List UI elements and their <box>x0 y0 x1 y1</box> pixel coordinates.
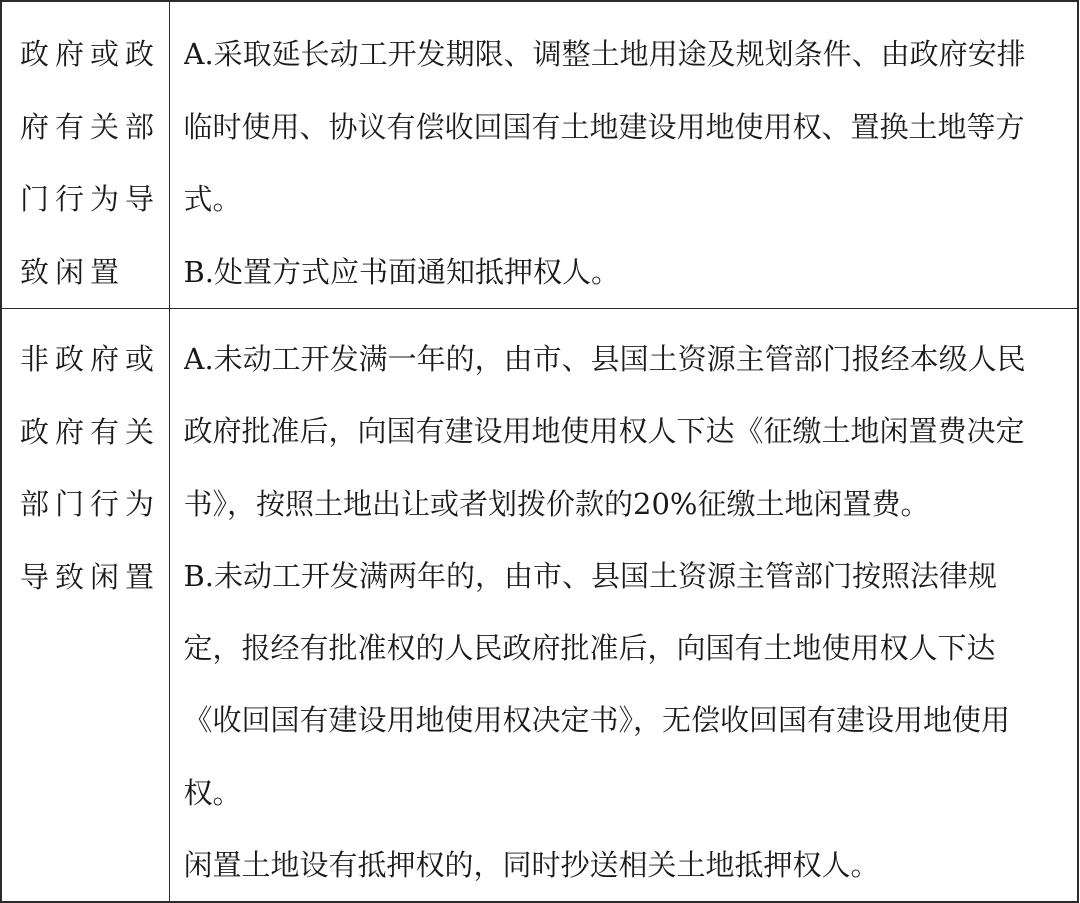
row-content <box>170 309 1078 901</box>
table-row <box>1 1 1078 309</box>
row-label-line: 门行为导 <box>20 182 161 216</box>
row-content-cell <box>169 309 1078 903</box>
table-row <box>1 309 1078 903</box>
row-label-line: 府有关部 <box>20 109 161 144</box>
row-label-line: 部门行为 <box>20 487 161 521</box>
content-line: B.未动工开发满两年的，由市、县国土资源主管部门按照法律规 <box>183 558 998 593</box>
content-line: 定，报经有批准权的人民政府批准后，向国有土地使用权人下达 <box>183 631 996 666</box>
row-label-line: 政府有关 <box>20 414 161 449</box>
content-line: B.处置方式应书面通知抵押权人。 <box>183 254 621 289</box>
row-label <box>2 2 169 308</box>
row-label-cell <box>1 309 169 903</box>
content-line: 闲置土地设有抵押权的，同时抄送相关土地抵押权人。 <box>183 848 880 883</box>
content-line: 书》，按照土地出让或者划拨价款的20%征缴土地闲置费。 <box>183 486 930 521</box>
content-line: 式。 <box>183 182 242 216</box>
content-line: A.采取延长动工开发期限、调整土地用途及规划条件、由政府安排 <box>183 37 1026 71</box>
content-line: 临时使用、协议有偿收回国有土地建设用地使用权、置换土地等方 <box>183 109 1025 144</box>
row-label-line: 致闲置 <box>20 254 126 289</box>
content-line: 《收回国有建设用地使用权决定书》，无偿收回国有建设用地使用 <box>183 703 1011 738</box>
row-content <box>170 2 1078 308</box>
content-line: A.未动工开发满一年的，由市、县国土资源主管部门报经本级人民 <box>183 342 1026 376</box>
row-label-line: 导致闲置 <box>20 559 161 594</box>
row-label-line: 政府或政 <box>20 37 161 71</box>
row-label-line: 非政府或 <box>20 342 161 376</box>
content-line: 政府批准后，向国有建设用地使用权人下达《征缴土地闲置费决定 <box>183 414 1025 449</box>
row-label <box>2 309 169 613</box>
row-content-cell <box>169 1 1078 309</box>
row-label-cell <box>1 1 169 309</box>
content-line: 权。 <box>183 775 242 810</box>
